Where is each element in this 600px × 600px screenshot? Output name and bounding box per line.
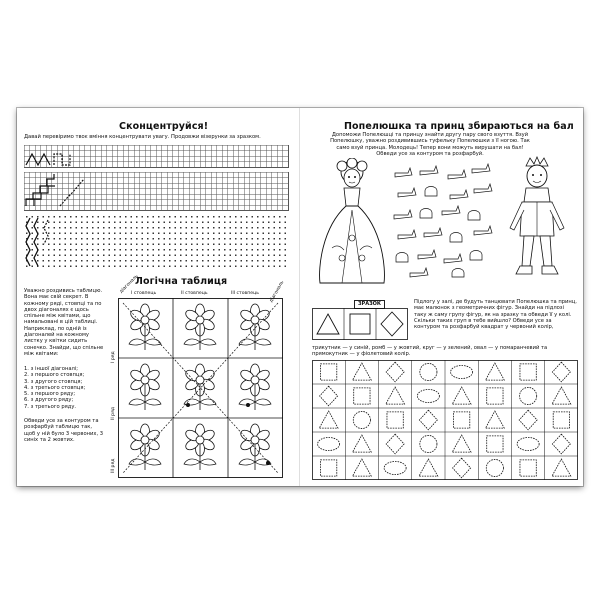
col-label-3: III стовпець <box>231 291 259 296</box>
diamond-shape[interactable] <box>519 410 537 430</box>
triangle-shape[interactable] <box>419 459 438 476</box>
triangle-shape[interactable] <box>452 387 471 404</box>
circle-shape[interactable] <box>420 363 437 380</box>
oval-shape[interactable] <box>384 461 406 474</box>
logic-list-item: 4. з третього стовпця; <box>24 384 86 391</box>
sample-triangle <box>317 314 339 334</box>
row-label-1: I ряд <box>111 351 116 363</box>
square-shape[interactable] <box>387 412 403 428</box>
right-page <box>300 108 583 486</box>
triangle-shape[interactable] <box>352 363 371 380</box>
triangle-shape[interactable] <box>352 435 371 452</box>
logic-list <box>24 366 104 410</box>
logic-instruction: Уважно роздивись таблицю. Вона має свій секрет. В кожному ряді, стовпці та по двох діагоналях є щось спільне між квітами, що намальовані в цій таблиці. Наприклад, по одній із діагоналей на кожному листку у квітки сидить сонечко. Знайди, що спільне між квітами: <box>24 288 104 357</box>
oval-shape[interactable] <box>318 437 340 450</box>
circle-shape[interactable] <box>420 435 437 452</box>
floor-instruction: Підлогу у залі, де будуть танцювати Попелюшка та принц, має малюнок з геометричних фігур. Знайди на підлозі таку ж саму групу фігур, як на зразку та обведи її у колі. Скільки таких груп в тебе вийшло? Обведи усе за контуром та розфарбуй квадрат у червоний колір, <box>414 299 577 331</box>
sample-square <box>350 314 370 334</box>
flower-r3c1 <box>129 424 161 470</box>
sample-shapes <box>312 308 408 340</box>
floor-shapes-grid[interactable] <box>312 360 578 480</box>
circle-shape[interactable] <box>486 459 503 476</box>
logic-coloring-instruction: Обведи усе за контуром та розфарбуй таблицю так, щоб у ній було 3 червоних, 3 синіх та 2 жовтих. <box>24 418 104 443</box>
diagonal-label-2: діагональ <box>269 280 286 304</box>
logic-list-item: 5. з першого ряду; <box>24 391 76 398</box>
triangle-shape[interactable] <box>552 459 571 476</box>
concentrate-title: Сконцентруйся! <box>119 121 209 132</box>
logic-list-item: 1. з іншої діагоналі; <box>24 366 79 372</box>
square-shape[interactable] <box>520 460 536 476</box>
square-shape[interactable] <box>320 364 336 380</box>
prince-illustration[interactable] <box>502 156 572 288</box>
diamond-shape[interactable] <box>419 410 437 430</box>
floor-colors-instruction: трикутник — у синій, ромб — у жовтий, круг — у зелений, овал — у помаранчевий та прямокутник — у фіолетовий колір. <box>312 345 548 358</box>
square-shape[interactable] <box>453 412 469 428</box>
oval-shape[interactable] <box>517 437 539 450</box>
triangle-shape[interactable] <box>552 387 571 404</box>
pattern-sample-3 <box>24 214 74 269</box>
triangle-shape[interactable] <box>485 411 504 428</box>
diamond-shape[interactable] <box>386 362 404 382</box>
col-label-1: I стовпець <box>131 291 157 296</box>
concentrate-instruction: Давай перевіримо твоє вміння концентрувати увагу. Продовжи візерунки за зразком. <box>24 134 261 140</box>
logic-list-item: 7. з третього ряду. <box>24 403 77 410</box>
ladybug-icon <box>186 403 190 407</box>
logic-table[interactable] <box>118 298 283 478</box>
logic-list-item: 6. з другого ряду; <box>24 397 74 404</box>
diamond-shape[interactable] <box>320 386 338 406</box>
oval-shape[interactable] <box>417 389 439 402</box>
cinderella-illustration[interactable] <box>312 158 392 288</box>
pattern-sample-2 <box>24 172 104 210</box>
diamond-shape[interactable] <box>453 458 471 478</box>
cinderella-title: Попелюшка та принц збираються на бал <box>344 121 574 132</box>
shoes-collection[interactable] <box>390 163 500 278</box>
circle-shape[interactable] <box>520 387 537 404</box>
oval-shape[interactable] <box>451 365 473 378</box>
sample-diamond <box>381 312 403 336</box>
square-shape[interactable] <box>553 412 569 428</box>
logic-list-item: 3. з другого стовпця; <box>24 378 83 385</box>
logic-list-item: 2. з першого стовпця; <box>24 372 85 379</box>
square-shape[interactable] <box>487 388 503 404</box>
flower-r3c2 <box>184 424 216 470</box>
triangle-shape[interactable] <box>319 411 338 428</box>
diamond-shape[interactable] <box>552 362 570 382</box>
left-page <box>17 108 300 486</box>
square-shape[interactable] <box>487 436 503 452</box>
flower-r2c1 <box>129 364 161 410</box>
book-spread <box>17 108 583 486</box>
row-label-2: II ряд <box>111 406 116 420</box>
sample-label: ЗРАЗОК <box>354 300 385 309</box>
square-shape[interactable] <box>520 364 536 380</box>
col-label-2: II стовпець <box>181 291 208 296</box>
flower-r1c2 <box>184 304 216 350</box>
triangle-shape[interactable] <box>386 387 405 404</box>
cinderella-instruction: Допоможи Попелюшці та принцу знайти другу пару свого взуття. Взуй Попелюшку, уважно роздивившись туфельку Попелюшки з її ногою. Так само взуй принца. Молодець! Тепер вони можуть вирушати на бал! Обведи усе за контуром та розфарбуй. <box>330 132 530 157</box>
flower-r1c3 <box>239 304 271 350</box>
diamond-shape[interactable] <box>386 434 404 454</box>
ladybug-icon <box>266 461 270 465</box>
pattern-sample-1 <box>24 145 84 167</box>
square-shape[interactable] <box>354 388 370 404</box>
triangle-shape[interactable] <box>452 435 471 452</box>
square-shape[interactable] <box>320 460 336 476</box>
diagonal-label-1: діагональ <box>119 274 140 295</box>
triangle-shape[interactable] <box>485 363 504 380</box>
triangle-shape[interactable] <box>352 459 371 476</box>
diamond-shape[interactable] <box>552 434 570 454</box>
flower-r2c3 <box>239 364 271 410</box>
circle-shape[interactable] <box>353 411 370 428</box>
row-label-3: III ряд <box>111 458 116 473</box>
ladybug-icon <box>246 403 250 407</box>
logic-table-title: Логічна таблиця <box>135 276 228 287</box>
